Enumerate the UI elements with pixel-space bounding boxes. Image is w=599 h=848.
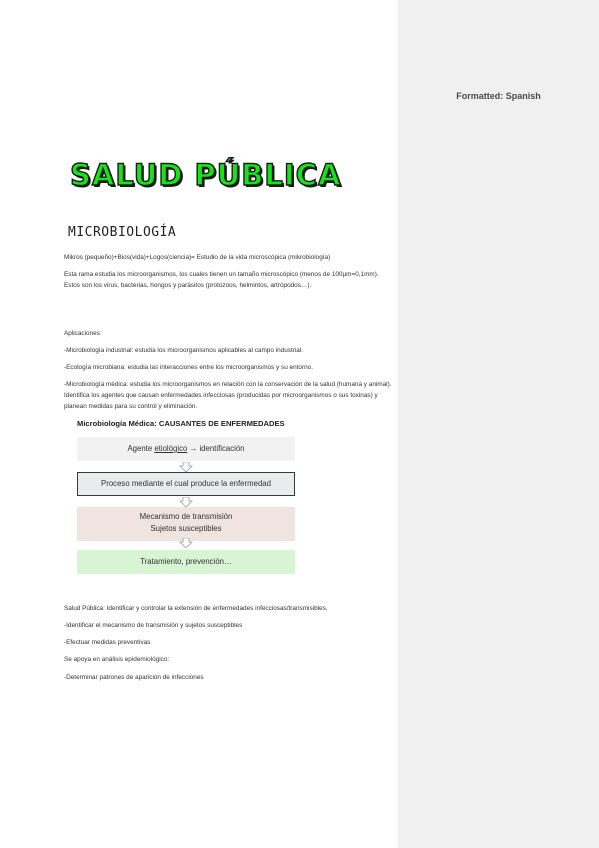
etymology-paragraph: Mikros (pequeño)+Bios(vida)+Logos(ciencia)= Estudio de la vida microscópica (mikrobiología): [64, 254, 331, 261]
box-text: Agente: [127, 444, 155, 453]
section-heading: MICROBIOLOGÍA: [68, 225, 177, 240]
diagram-box-transmission: [77, 507, 295, 541]
list-item: -Identificar el mecanismo de transmisión y sujetos susceptibles: [64, 622, 243, 629]
epidemiology-label: Se apoya en análisis epidemiológico:: [64, 656, 170, 663]
list-item: -Efectuar medidas preventivas: [64, 639, 151, 646]
box-text: → identificación: [187, 444, 245, 453]
box-text: Mecanismo de transmisión: [139, 512, 233, 521]
list-item: -Determinar patrones de aparición de infecciones: [64, 674, 204, 681]
diagram-box-agent: [77, 437, 295, 461]
comments-sidebar: [398, 0, 599, 848]
definition-paragraph: Esta rama estudia los microorganismos, los cuales tienen un tamaño microscópico (menos de 100µm=0,1mm). Estos son los virus, bacterias, hongos y parásitos (protozoos, helmintos, artrópodos…).: [64, 271, 379, 289]
diagram-box-process: Proceso mediante el cual produce la enfermedad: [77, 472, 295, 496]
application-item: -Microbiología industrial: estudia los microorganismos aplicables al campo industrial.: [64, 347, 304, 354]
public-health-paragraph: Salud Pública: Identificar y controlar la extensión de enfermedades infecciosas/transmisibles.: [64, 605, 328, 612]
down-arrow-icon: [179, 462, 193, 472]
page-title: SALUD PÚBLICA: [70, 158, 342, 192]
underlined-word: etiológico: [154, 444, 188, 453]
application-item: -Ecología microbiana: estudia las interacciones entre los microorganismos y su entorno.: [64, 364, 314, 371]
down-arrow-icon: [179, 538, 193, 548]
comment-balloon-label: Formatted: Spanish: [456, 91, 541, 101]
diagram-box-treatment: Tratamiento, prevención…: [77, 550, 295, 574]
box-text: Sujetos susceptibles: [150, 524, 222, 533]
applications-label: Aplicaciones:: [64, 330, 102, 337]
application-item: -Microbiología médica: estudia los microorganismos en relación con la conservación de la salud (humana y animal). Identifica los agentes que causan enfermedades infecciosas (producidas por microorganismos o sus toxinas) y planean medidas para su control y eliminación.: [64, 381, 392, 410]
diagram-title: Microbiología Médica: CAUSANTES DE ENFERMEDADES: [77, 419, 285, 428]
down-arrow-icon: [179, 497, 193, 507]
